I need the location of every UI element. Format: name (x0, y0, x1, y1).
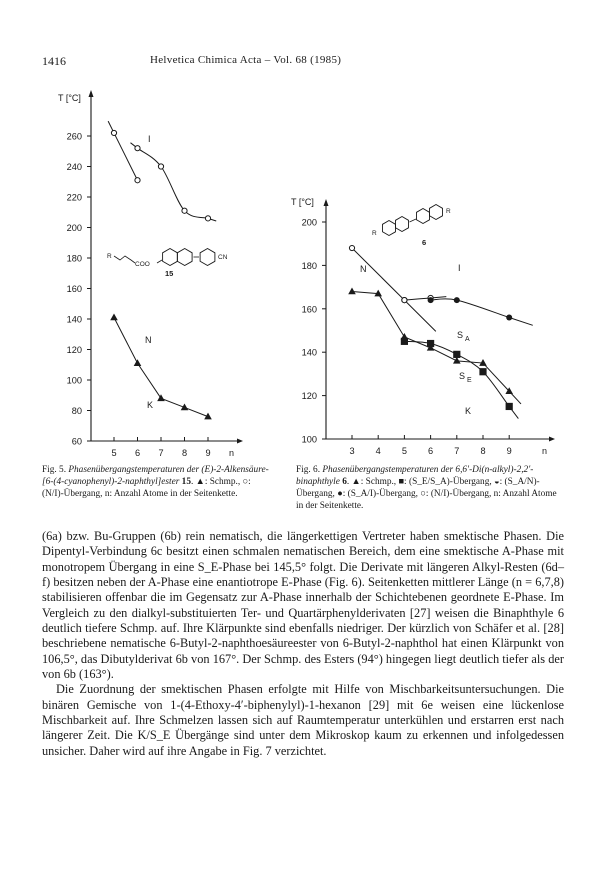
structure-label-R: R (107, 253, 112, 260)
structure-6 (372, 205, 451, 248)
y-tick-label: 240 (66, 162, 82, 172)
figure-6-legend: . ▲: Schmp., ■: (S_E/S_A)-Übergang, ◒: (S_A/N)-Übergang, ●: (S_A/I)-Übergang, ○: (N/I)-Übergang, n: Anzahl Atome in der Seitenkette. (296, 477, 557, 511)
figure-6-title: Phasenübergangstemperaturen der 6,6′-Di(n-alkyl)-2,2′-binaphthyle (296, 465, 534, 487)
phase-label-I: I (458, 263, 461, 273)
paragraph-2: Die Zuordnung der smektischen Phasen erfolgte mit Hilfe von Mischbarkeitsuntersuchungen. Die binären Gemische von 1-(4-Ethoxy-4′-biphenylyl)-1-hexanon [29] mit 6e weisen eine lückenlose Mischbarkeit auf. Ihre Schmelzen lassen sich auf Raumtemperatur unterkühlen und erstarren erst nach längerer Zeit. Die K/S_E Übergänge sind unter dem Mikroskop kaum zu erkennen und infolgedessen unsicher. Daher wird auf ihre Angabe in Fig. 7 verzichtet. (42, 682, 564, 758)
x-tick-label: 7 (158, 448, 164, 458)
point-open-circle (349, 245, 354, 250)
point-filled-triangle (157, 394, 165, 401)
point-filled-triangle (348, 287, 356, 294)
point-filled-triangle (110, 313, 118, 320)
series-3 (110, 313, 212, 419)
point-filled-square (427, 340, 434, 347)
x-tick-label: 9 (205, 448, 211, 458)
x-axis-label: n (542, 446, 548, 456)
figure-5 (58, 90, 243, 458)
y-tick-label: 120 (301, 391, 317, 402)
y-axis-arrow (324, 199, 329, 206)
phase-label-N: N (360, 264, 367, 274)
ring (430, 205, 443, 220)
figure-5-compound: 15 (181, 477, 191, 487)
paragraph-1: (6a) bzw. Bu-Gruppen (6b) rein nematisch, die längerkettigen Vertreter haben smektische Phasen. Die Dipentyl-Verbindung 6c besitzt einen schmalen nematischen Bereich, dem eine smektische A-Phase mit monotropem Übergang in eine S_E-Phase bei 145,5° folgt. Die Derivate mit längeren Alkyl-Resten (6d–f) besitzen neben der A-Phase eine enantiotrope E-Phase (Fig. 6). Seitenketten mittlerer Länge (n = 6,7,8) stabilisieren offenbar die im Gegensatz zur A-Phase innerhalb der Schichtebenen geordnete E-Phase. Im Vergleich zu den dialkyl-substituierten Ter- und Quartärphenylderivaten [27] weisen die Binaphthyle 6 deutlich tiefere Schmp. auf. Ihre Klärpunkte sind ebenfalls niedriger. Der kürzlich von Schäfer et al. [28] beschriebene nematische 6-Butyl-2-naphthoesäureester von 6-Butyl-2-naphthol hat einen Klärpunkt von 106,5°, das Dibutylderivat 6b von 167°. Der Schmp. des Esters (94°) hingegen liegt deutlich tiefer als der von 6b (163°). (42, 529, 564, 682)
running-title: Helvetica Chimica Acta – Vol. 68 (1985) (150, 54, 342, 66)
y-tick-label: 120 (66, 345, 82, 355)
ring (383, 221, 396, 236)
y-tick-label: 160 (66, 284, 82, 294)
figure-5-caption (42, 464, 274, 500)
y-tick-label: 60 (71, 436, 82, 447)
series-2 (130, 143, 216, 221)
figure-6-lead: Fig. 6. (296, 465, 321, 475)
structure-label-R: R (446, 208, 451, 215)
phase-label-K: K (147, 400, 154, 410)
point-filled-square (453, 351, 460, 358)
point-filled-square (401, 338, 408, 345)
x-tick-label: 5 (111, 448, 117, 458)
point-open-circle (135, 178, 140, 183)
ring (417, 209, 430, 224)
y-tick-label: 180 (301, 260, 317, 271)
phase-label-I: I (148, 134, 151, 144)
phase-label-E-sub: E (467, 377, 472, 384)
ring (200, 249, 215, 266)
y-tick-label: 200 (301, 217, 317, 228)
x-tick-label: 6 (134, 448, 141, 458)
x-tick-label: 6 (428, 446, 434, 456)
x-tick-label: 7 (454, 446, 460, 456)
y-axis-label: T [°C] (291, 197, 314, 207)
y-axis-arrow (89, 90, 94, 97)
x-tick-label: 8 (181, 448, 188, 458)
x-tick-label: 4 (375, 446, 381, 456)
structure-number: 15 (165, 269, 174, 278)
series-3 (428, 297, 533, 325)
x-axis-arrow (237, 439, 243, 444)
x-tick-label: 5 (401, 446, 407, 456)
y-tick-label: 140 (66, 314, 82, 325)
structure-15 (107, 249, 228, 279)
x-axis-label: n (229, 448, 235, 458)
body-text (42, 529, 564, 759)
y-tick-label: 200 (66, 223, 82, 233)
series-line (431, 299, 533, 325)
point-filled-circle (428, 297, 434, 303)
series-1 (108, 121, 140, 183)
series-line (114, 317, 208, 416)
point-open-circle (182, 208, 187, 213)
x-axis-arrow (549, 437, 555, 442)
ring (177, 249, 192, 266)
figure-6-caption (296, 464, 564, 512)
phase-label-A-sub: A (465, 336, 470, 343)
y-tick-label: 260 (66, 131, 82, 142)
alkene-chain (114, 256, 135, 263)
phase-label-N: N (145, 335, 152, 345)
y-tick-label: 160 (301, 304, 317, 315)
ring (163, 249, 178, 266)
figure-6 (291, 197, 555, 456)
y-tick-label: 100 (301, 434, 317, 445)
phase-label-S: S (457, 330, 464, 340)
y-tick-label: 180 (66, 253, 82, 264)
page-number: 1416 (42, 54, 66, 68)
ring (396, 217, 409, 232)
y-tick-label: 220 (66, 192, 82, 203)
bond (157, 260, 162, 263)
figure-5-legend: . ▲: Schmp., ○: (N/I)-Übergang, n: Anzahl Atome in der Seitenkette. (42, 477, 251, 499)
y-tick-label: 100 (66, 375, 82, 386)
figure-5-lead: Fig. 5. (42, 465, 67, 475)
series-line (130, 143, 216, 221)
series-line (108, 121, 137, 180)
x-tick-label: 9 (506, 446, 512, 456)
point-filled-circle (454, 297, 460, 303)
structure-number: 6 (422, 238, 427, 247)
x-tick-label: 3 (349, 446, 355, 456)
figure-5-title: Phasenübergangstemperaturen der (E)-2-Alkensäure-[6-(4-cyanophenyl)-2-naphthyl]ester (42, 465, 269, 487)
structure-label-R: R (372, 230, 377, 237)
point-open-circle (402, 298, 407, 303)
phase-label-S: S (459, 371, 466, 381)
point-open-circle (158, 164, 163, 169)
y-tick-label: 80 (71, 406, 82, 416)
point-open-circle (111, 130, 116, 135)
point-open-circle (135, 146, 140, 151)
y-axis-label: T [°C] (58, 93, 81, 103)
point-filled-triangle (134, 359, 142, 366)
point-filled-circle (506, 314, 512, 320)
point-filled-square (479, 368, 486, 375)
x-tick-label: 8 (480, 446, 486, 456)
structure-label-COO: COO (135, 261, 150, 268)
bond (410, 219, 417, 222)
figure-6-compound: 6 (342, 477, 347, 487)
y-tick-label: 140 (301, 347, 317, 358)
series-1 (349, 245, 435, 331)
point-open-circle (205, 216, 210, 221)
point-filled-square (506, 403, 513, 410)
structure-label-CN: CN (218, 254, 228, 261)
phase-label-K: K (465, 406, 472, 416)
